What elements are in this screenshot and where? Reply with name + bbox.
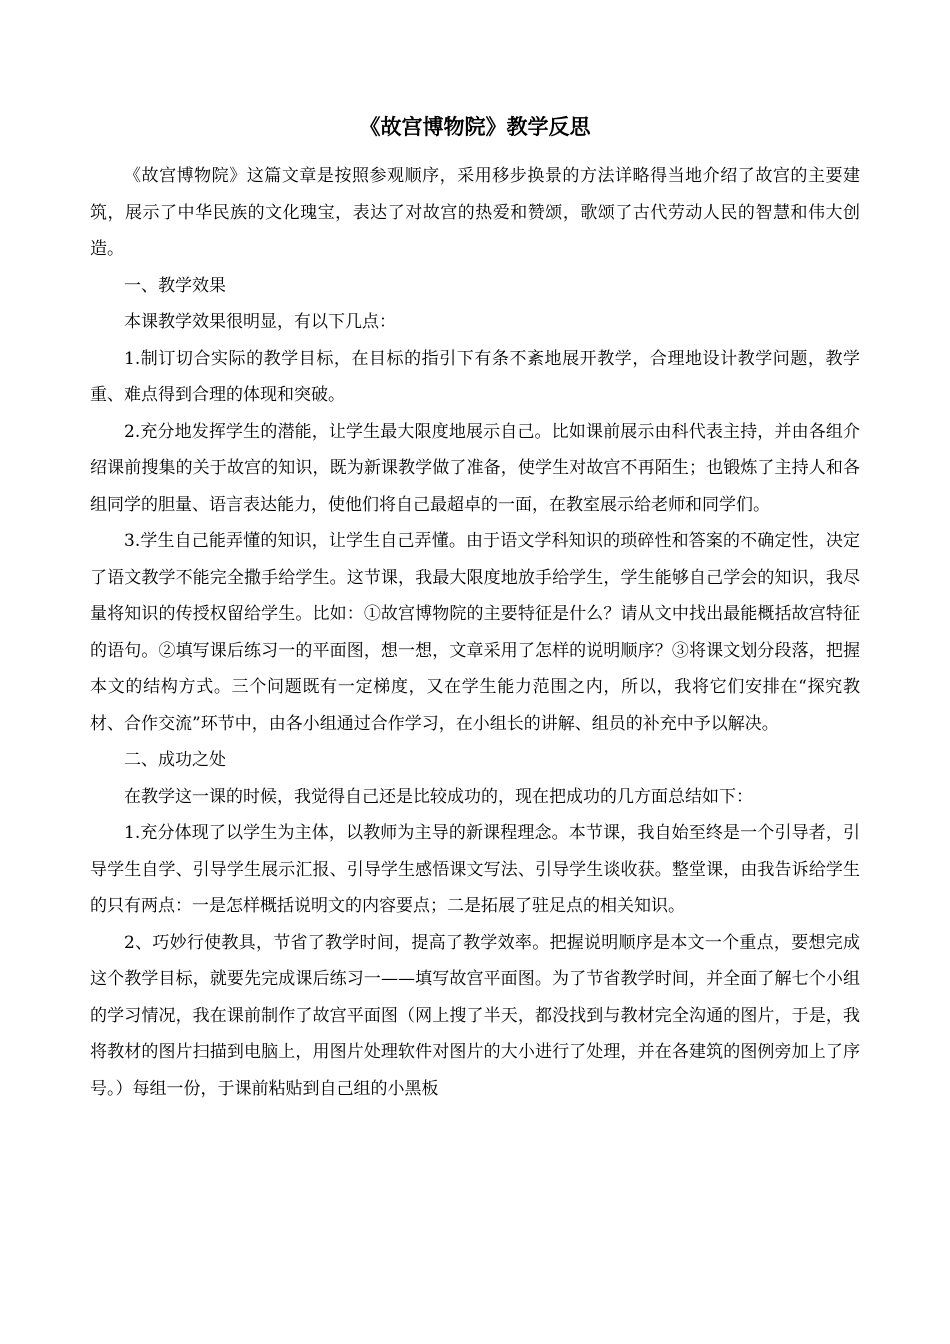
paragraph: 3.学生自己能弄懂的知识，让学生自己弄懂。由于语文学科知识的琐碎性和答案的不确定性，决定了语文教学不能完全撒手给学生。这节课，我最大限度地放手给学生，学生能够自己学会的知识，我尽量将知识的传授权留给学生。比如：①故宫博物院的主要特征是什么？请从文中找出最能概括故宫特征的语句。②填写课后练习一的平面图，想一想，文章采用了怎样的说明顺序？③将课文划分段落，把握本文的结构方式。三个问题既有一定梯度，又在学生能力范围之内，所以，我将它们安排在“探究教材、合作交流”环节中，由各小组通过合作学习，在小组长的讲解、组员的补充中予以解决。 xyxy=(90,531,860,734)
paragraph: 2.充分地发挥学生的潜能，让学生最大限度地展示自己。比如课前展示由科代表主持，并由各组介绍课前搜集的关于故宫的知识，既为新课教学做了准备，使学生对故宫不再陌生；也锻炼了主持人和各组同学的胆量、语言表达能力，使他们将自己最超卓的一面，在教室展示给老师和同学们。 xyxy=(90,421,860,515)
paragraph: 1.充分体现了以学生为主体，以教师为主导的新课程理念。本节课，我自始至终是一个引导者，引导学生自学、引导学生展示汇报、引导学生感悟课文写法、引导学生谈收获。整堂课，由我告诉给学生的只有两点：一是怎样概括说明文的内容要点；二是拓展了驻足点的相关知识。 xyxy=(90,823,860,916)
paragraph: 在教学这一课的时候，我觉得自己还是比较成功的，现在把成功的几方面总结如下： xyxy=(124,786,753,807)
paragraph: 2、巧妙行使教具，节省了教学时间，提高了教学效率。把握说明顺序是本文一个重点，要想完成这个教学目标，就要先完成课后练习一——填写故宫平面图。为了节省教学时间，并全面了解七个小组的学习情况，我在课前制作了故宫平面图（网上搜了半天，都没找到与教材完全沟通的图片，于是，我将教材的图片扫描到电脑上，用图片处理软件对图片的大小进行了处理，并在各建筑的图例旁加上了序号。）每组一份，于课前粘贴到自己组的小黑板 xyxy=(90,932,860,1099)
document-body xyxy=(90,158,860,1107)
document-title: 《故宫博物院》教学反思 xyxy=(359,115,591,139)
section-heading-success: 二、成功之处 xyxy=(124,750,226,770)
section-heading-teaching-effect: 一、教学效果 xyxy=(124,275,226,296)
intro-paragraph: 《故宫博物院》这篇文章是按照参观顺序，采用移步换景的方法详略得当地介绍了故宫的主要建筑，展示了中华民族的文化瑰宝，表达了对故宫的热爱和赞颂，歌颂了古代劳动人民的智慧和伟大创造。 xyxy=(90,166,860,259)
paragraph: 1.制订切合实际的教学目标，在目标的指引下有条不紊地展开教学，合理地设计教学问题，教学重、难点得到合理的体现和突破。 xyxy=(90,348,860,405)
paragraph: 本课教学效果很明显，有以下几点： xyxy=(124,312,396,332)
